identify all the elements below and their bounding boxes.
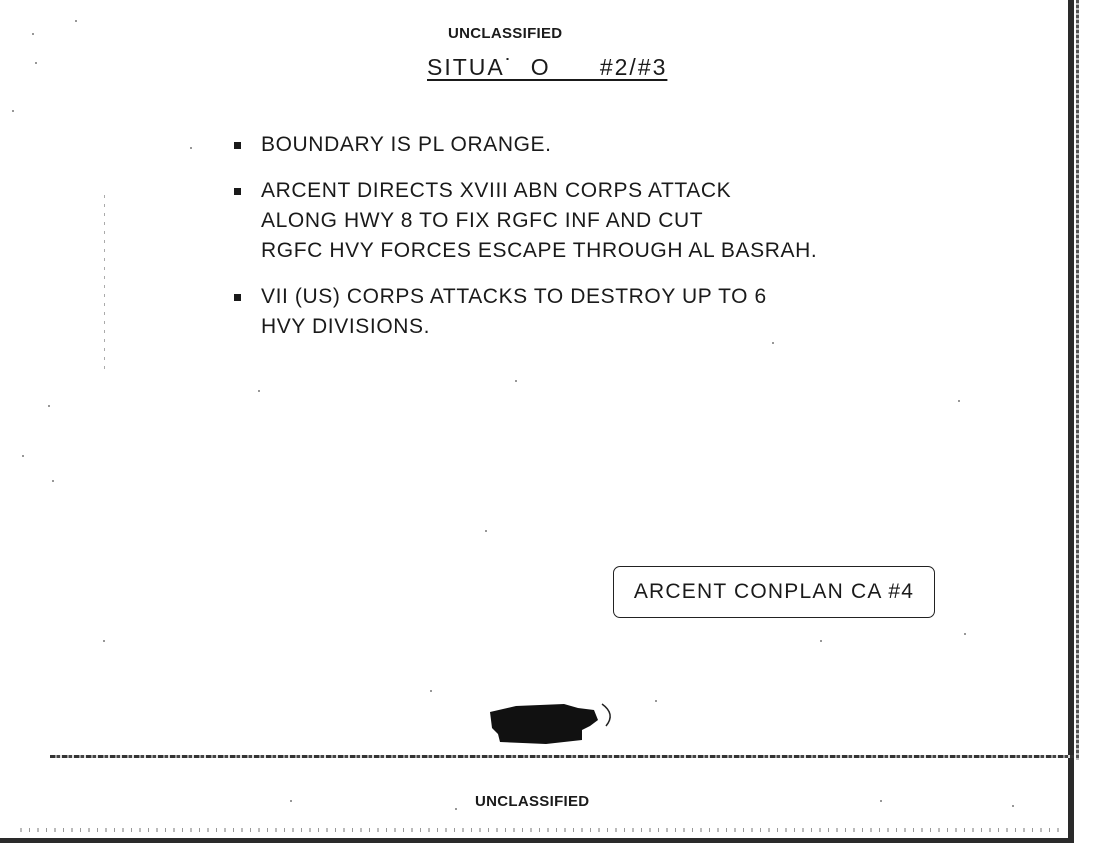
scan-speck — [258, 390, 260, 392]
bullet-item — [232, 176, 932, 266]
scan-speck — [820, 640, 822, 642]
scan-speck — [485, 530, 487, 532]
classification-marking-top: UNCLASSIFIED — [448, 25, 563, 42]
page-bottom-border — [0, 838, 1074, 843]
redaction-mark — [486, 700, 618, 746]
page-right-border — [1068, 0, 1074, 840]
redaction-curl — [602, 704, 610, 726]
redaction-blot — [490, 704, 598, 744]
square-bullet-icon — [234, 188, 241, 195]
scan-speck — [35, 62, 37, 64]
footer-divider — [50, 755, 1074, 758]
bullet-text-line: ARCENT DIRECTS XVIII ABN CORPS ATTACK — [261, 179, 732, 202]
scan-speck — [290, 800, 292, 802]
scan-speck — [430, 690, 432, 692]
scan-speck — [48, 405, 50, 407]
page-title: SITUA˙ O #2/#3 — [427, 54, 668, 80]
square-bullet-icon — [234, 294, 241, 301]
scan-speck — [880, 800, 882, 802]
square-bullet-icon — [234, 142, 241, 149]
bullet-text-line: VII (US) CORPS ATTACKS TO DESTROY UP TO 6 — [261, 285, 767, 308]
bullet-text-line: RGFC HVY FORCES ESCAPE THROUGH AL BASRAH. — [261, 239, 818, 262]
scan-speck — [964, 633, 966, 635]
scan-speck — [655, 700, 657, 702]
margin-scan-marks — [104, 195, 105, 370]
scan-speck — [12, 110, 14, 112]
page-right-scan-edge — [1076, 0, 1079, 760]
scan-speck — [455, 808, 457, 810]
scan-speck — [515, 380, 517, 382]
scan-speck — [103, 640, 105, 642]
bullet-text-line: BOUNDARY IS PL ORANGE. — [261, 133, 552, 156]
bullet-item — [232, 130, 932, 160]
scan-speck — [1012, 805, 1014, 807]
bullet-list — [232, 130, 932, 358]
conplan-label-box — [613, 566, 935, 618]
conplan-label: ARCENT CONPLAN CA #4 — [633, 580, 915, 603]
scan-speck — [52, 480, 54, 482]
scan-speck — [958, 400, 960, 402]
scan-speck — [190, 147, 192, 149]
scan-speck — [32, 33, 34, 35]
scan-noise-line — [20, 828, 1060, 832]
scan-speck — [22, 455, 24, 457]
classification-marking-bottom: UNCLASSIFIED — [475, 793, 590, 810]
bullet-text-line: ALONG HWY 8 TO FIX RGFC INF AND CUT — [261, 209, 704, 232]
scan-speck — [75, 20, 77, 22]
bullet-text-line: HVY DIVISIONS. — [261, 315, 431, 338]
bullet-item — [232, 282, 932, 342]
